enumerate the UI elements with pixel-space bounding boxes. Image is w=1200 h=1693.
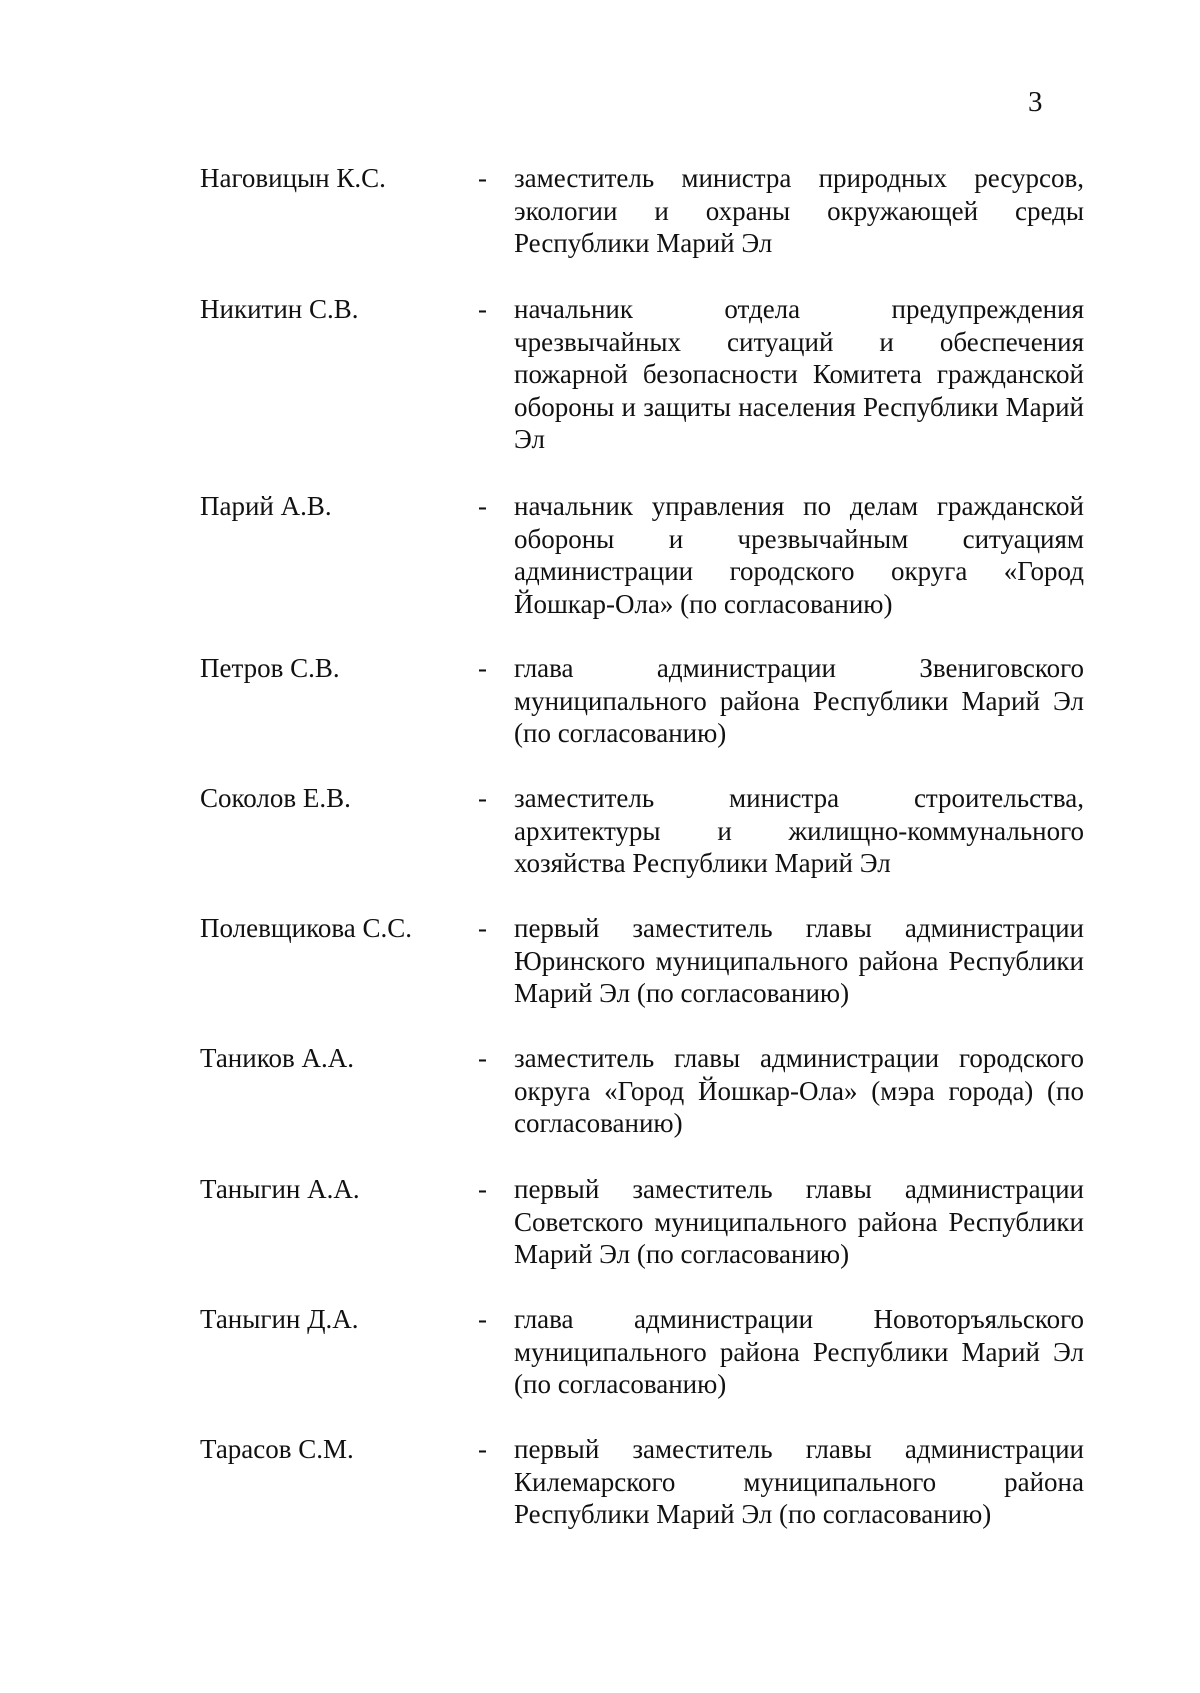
member-name: Таныгин Д.А.: [200, 1304, 359, 1334]
dash-separator: -: [478, 783, 487, 813]
member-position: первый заместитель главы администрации Килемарского муниципального района Республики Марий Эл (по согласованию): [514, 1434, 1084, 1529]
member-name: Соколов Е.В.: [200, 783, 351, 813]
member-name: Наговицын К.С.: [200, 163, 386, 193]
dash-separator: -: [478, 653, 487, 683]
member-position: начальник управления по делам гражданской обороны и чрезвычайным ситуациям администрации городского округа «Город Йошкар-Ола» (по согласованию): [514, 491, 1084, 619]
member-name: Тарасов С.М.: [200, 1434, 354, 1464]
member-position: заместитель министра природных ресурсов, экологии и охраны окружающей среды Республики Марий Эл: [514, 163, 1084, 258]
member-name: Таныгин А.А.: [200, 1174, 360, 1204]
member-position: заместитель главы администрации городского округа «Город Йошкар-Ола» (мэра города) (по согласованию): [514, 1043, 1084, 1138]
dash-separator: -: [478, 1043, 487, 1073]
member-position: заместитель министра строительства, архитектуры и жилищно-коммунального хозяйства Республики Марий Эл: [514, 783, 1084, 878]
dash-separator: -: [478, 163, 487, 193]
member-name: Полевщикова С.С.: [200, 913, 412, 943]
page-number: 3: [1028, 86, 1043, 118]
member-position: первый заместитель главы администрации Юринского муниципального района Республики Марий Эл (по согласованию): [514, 913, 1084, 1008]
dash-separator: -: [478, 913, 487, 943]
member-position: начальник отдела предупреждения чрезвычайных ситуаций и обеспечения пожарной безопасности Комитета гражданской обороны и защиты населения Республики Марий Эл: [514, 294, 1084, 454]
member-name: Никитин С.В.: [200, 294, 359, 324]
member-position: глава администрации Новоторъяльского муниципального района Республики Марий Эл (по согласованию): [514, 1304, 1084, 1399]
dash-separator: -: [478, 294, 487, 324]
dash-separator: -: [478, 491, 487, 521]
dash-separator: -: [478, 1434, 487, 1464]
member-name: Петров С.В.: [200, 653, 340, 683]
member-position: глава администрации Звениговского муниципального района Республики Марий Эл (по согласованию): [514, 653, 1084, 748]
member-name: Парий А.В.: [200, 491, 332, 521]
dash-separator: -: [478, 1304, 487, 1334]
dash-separator: -: [478, 1174, 487, 1204]
member-position: первый заместитель главы администрации Советского муниципального района Республики Марий Эл (по согласованию): [514, 1174, 1084, 1269]
member-name: Таников А.А.: [200, 1043, 354, 1073]
